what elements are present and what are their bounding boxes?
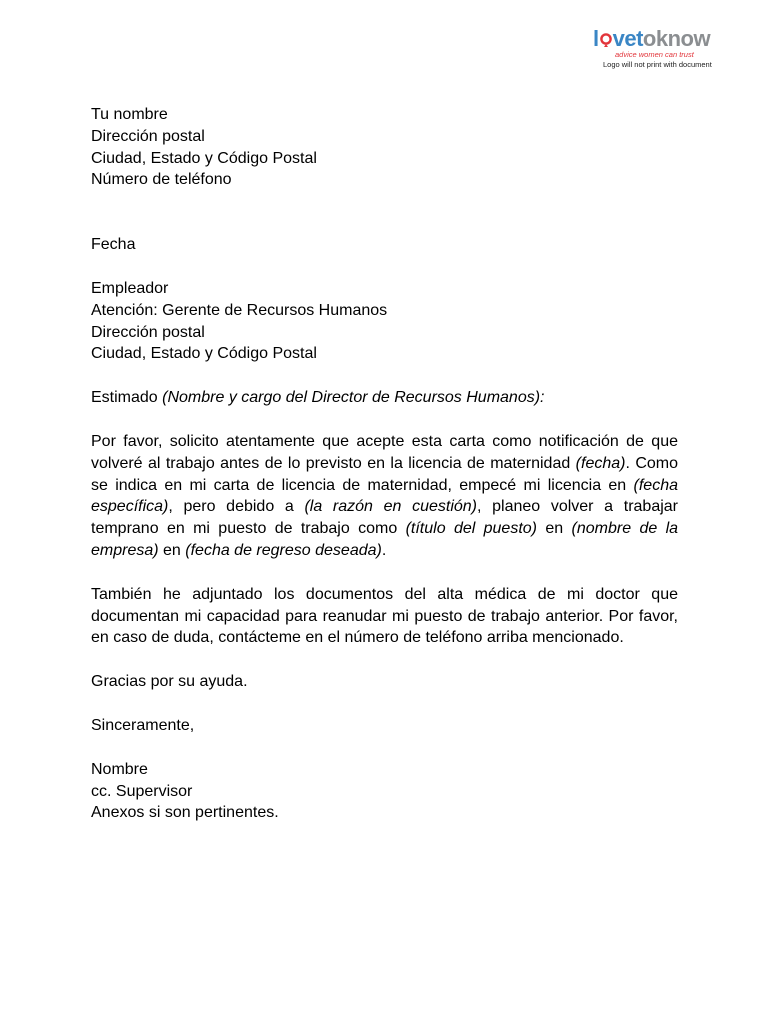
sender-block xyxy=(91,104,678,191)
closing-line: Sinceramente, xyxy=(91,716,195,734)
salutation-greeting: Estimado xyxy=(91,389,163,407)
p1-placeholder-return-date: (fecha de regreso deseada) xyxy=(185,541,382,559)
lovetoknow-logo xyxy=(593,28,723,68)
letter-body xyxy=(91,104,678,824)
p1-text-3: , pero debido a xyxy=(168,498,305,516)
thanks-line: Gracias por su ayuda. xyxy=(91,673,248,691)
recipient-address: Dirección postal xyxy=(91,323,205,341)
recipient-city: Ciudad, Estado y Código Postal xyxy=(91,345,317,363)
sender-city: Ciudad, Estado y Código Postal xyxy=(91,149,317,167)
salutation-placeholder: (Nombre y cargo del Director de Recursos Humanos): xyxy=(162,389,545,407)
signature-block xyxy=(91,759,678,824)
logo-wordmark xyxy=(593,28,723,50)
logo-print-note: Logo will not print with document xyxy=(603,60,712,69)
signature-enclosures: Anexos si son pertinentes. xyxy=(91,804,279,822)
logo-text-l: l xyxy=(593,26,599,51)
logo-text-vet: vet xyxy=(612,26,643,51)
signature-cc: cc. Supervisor xyxy=(91,782,193,800)
p1-text-5: en xyxy=(537,520,572,538)
heart-icon xyxy=(600,33,612,47)
p1-text-6: en xyxy=(158,541,186,559)
sender-phone: Número de teléfono xyxy=(91,171,232,189)
p1-placeholder-job-title: (título del puesto) xyxy=(405,520,538,538)
salutation xyxy=(91,387,678,409)
logo-tagline: advice women can trust xyxy=(615,50,694,59)
p1-placeholder-specific-date: (fecha específica) xyxy=(91,476,678,516)
paragraph-medical-docs: También he adjuntado los documentos del alta médica de mi doctor que documentan mi capacidad para reanudar mi puesto de trabajo anterior. Por favor, en caso de duda, contácteme en el número de teléfono arriba mencionado. xyxy=(91,585,678,647)
recipient-attention: Atención: Gerente de Recursos Humanos xyxy=(91,301,388,319)
p1-placeholder-company: (nombre de la empresa) xyxy=(91,520,679,559)
letter-date: Fecha xyxy=(91,236,136,254)
p1-placeholder-reason: (la razón en cuestión) xyxy=(304,498,477,516)
paragraph-return-notice xyxy=(91,431,678,562)
signature-name: Nombre xyxy=(91,760,148,778)
recipient-employer: Empleador xyxy=(91,279,169,297)
logo-text-oknow: oknow xyxy=(642,26,711,51)
p1-text-7: . xyxy=(381,541,387,559)
p1-text-2: . Como se indica en mi carta de licencia de maternidad, empecé mi licencia en xyxy=(91,454,678,494)
p1-placeholder-date: (fecha) xyxy=(575,454,626,472)
recipient-block xyxy=(91,278,678,365)
p1-text-4: , planeo volver a trabajar temprano en mi puesto de trabajo como xyxy=(91,498,678,538)
p1-text-1: Por favor, solicito atentamente que acepte esta carta como notificación de que volveré al trabajo antes de lo previsto en la licencia de maternidad xyxy=(91,432,678,472)
sender-name: Tu nombre xyxy=(91,106,168,123)
sender-address: Dirección postal xyxy=(91,127,205,145)
